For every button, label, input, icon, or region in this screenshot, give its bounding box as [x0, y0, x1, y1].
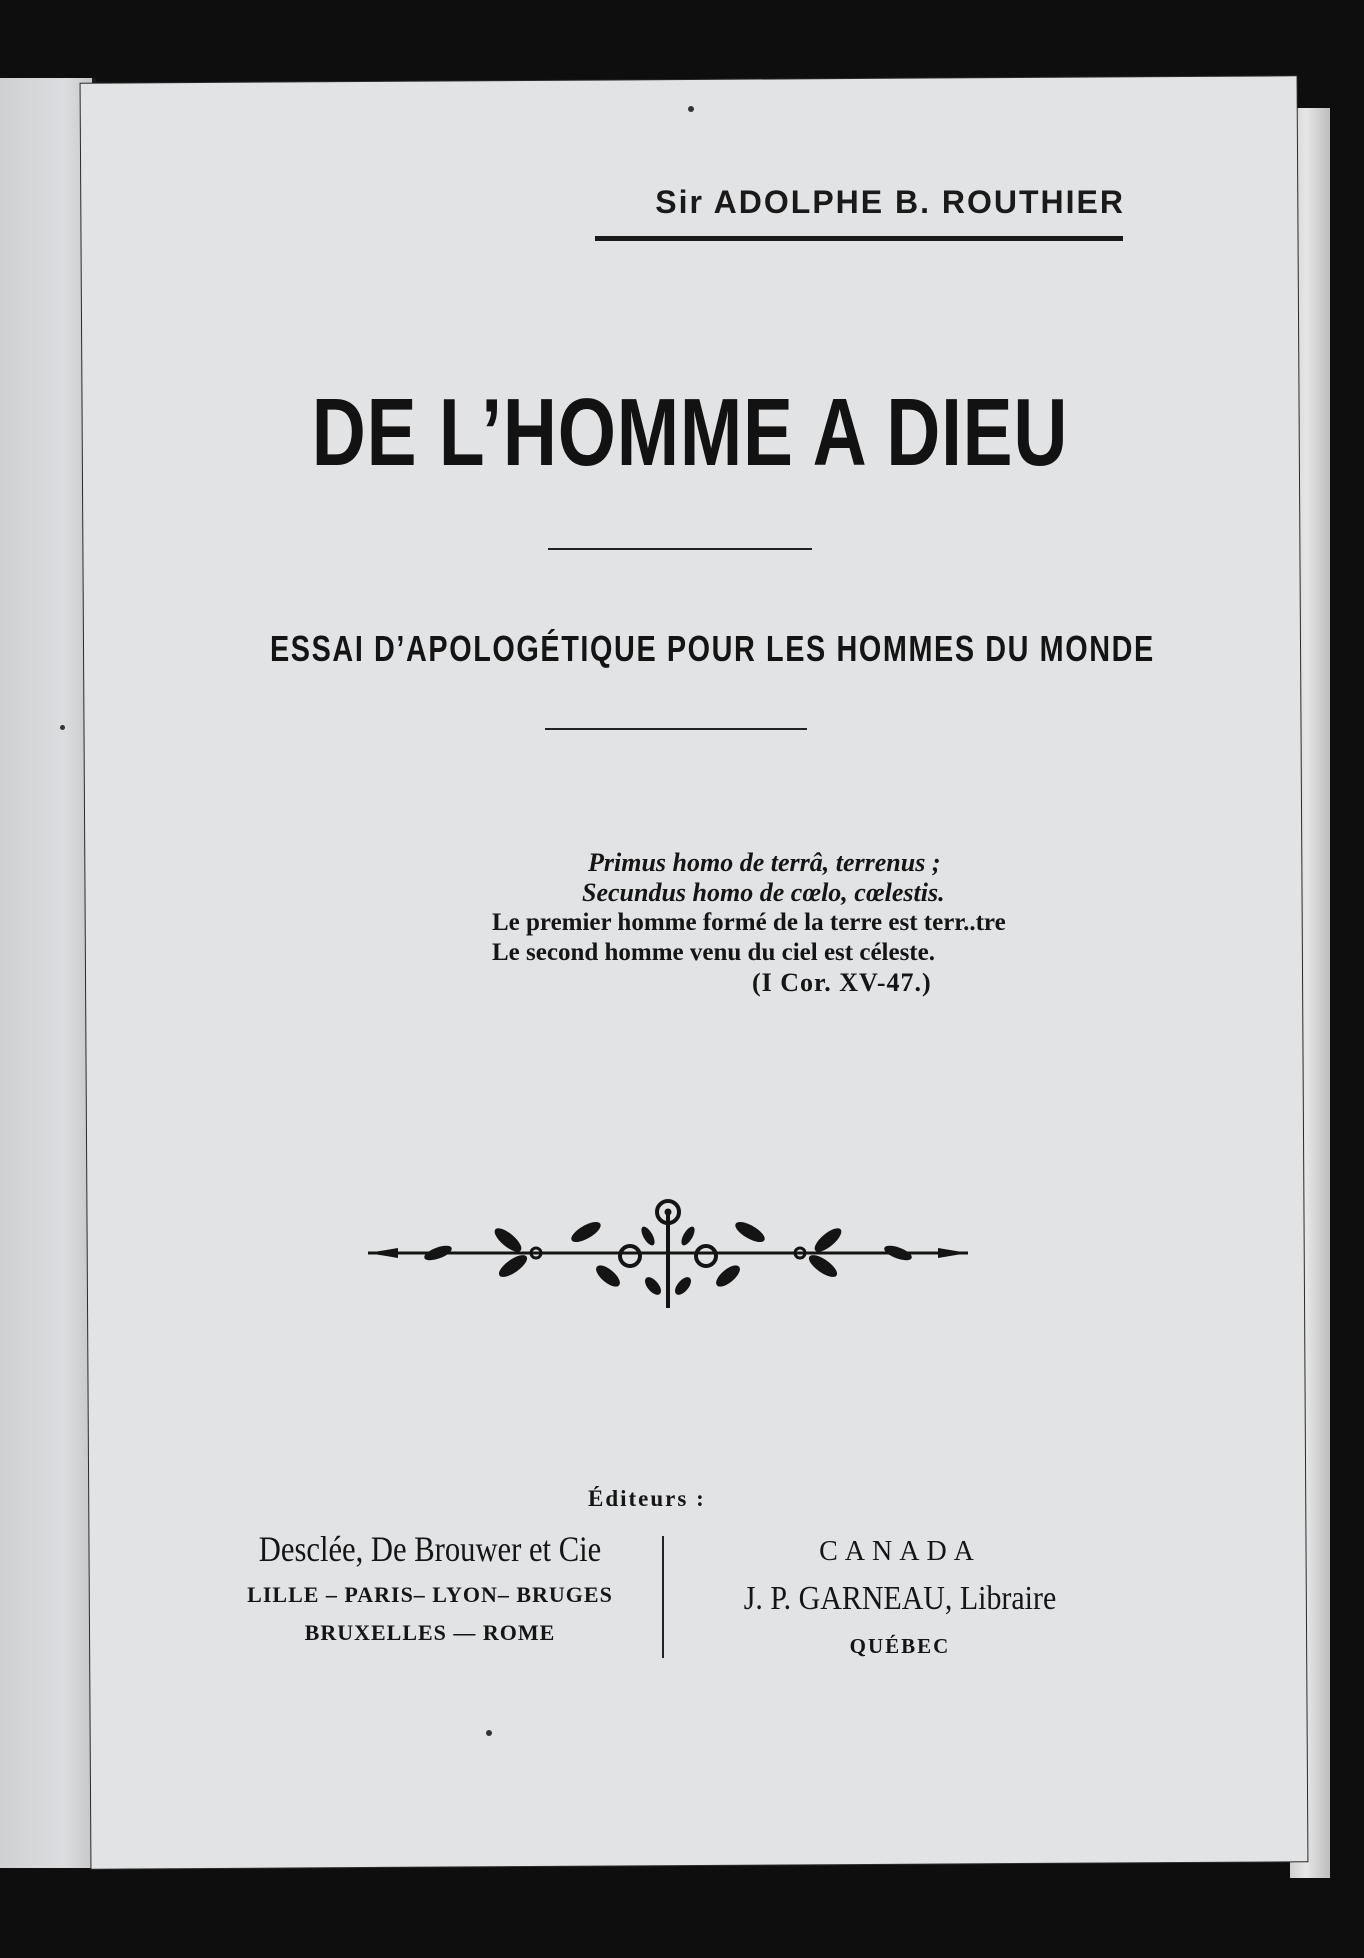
book-subtitle: ESSAI D’APOLOGÉTIQUE POUR LES HOMMES DU MONDE: [270, 628, 1155, 669]
publisher-left-cities-2: BRUXELLES — ROME: [304, 1620, 556, 1645]
paper-speck: [486, 1730, 492, 1736]
publisher-left-cities-1: LILLE – PARIS– LYON– BRUGES: [247, 1582, 613, 1607]
epigraph-french-line-2: Le second homme venu du ciel est céleste.: [492, 939, 935, 966]
book-title: DE L’HOMME A DIEU: [311, 379, 1069, 486]
publishers-heading: Éditeurs :: [588, 1486, 706, 1511]
epigraph-reference: (I Cor. XV-47.): [752, 968, 932, 997]
publisher-right-country: CANADA: [819, 1536, 981, 1567]
floral-ornament-icon: [368, 1196, 968, 1316]
publisher-right: [690, 1536, 1110, 1659]
epigraph-latin-line-2: Secundus homo de cœlo, cœlestis.: [582, 878, 945, 907]
publisher-right-city: QUÉBEC: [849, 1634, 951, 1658]
author-underline: [595, 236, 1123, 241]
title-rule: [548, 548, 812, 550]
author-name: Sir ADOLPHE B. ROUTHIER: [655, 184, 1125, 220]
publisher-divider: [662, 1536, 664, 1658]
facing-page-edge: [0, 78, 92, 1868]
paper-speck: [60, 725, 65, 730]
publisher-left: [210, 1528, 650, 1646]
publisher-left-name: Desclée, De Brouwer et Cie: [258, 1529, 602, 1569]
epigraph-latin-line-1: Primus homo de terrâ, terrenus ;: [588, 848, 941, 877]
epigraph-french-line-1: Le premier homme formé de la terre est terr..tre: [492, 909, 1006, 936]
publisher-right-name: J. P. GARNEAU, Libraire: [743, 1580, 1057, 1617]
subtitle-rule: [545, 728, 807, 730]
epigraph: [430, 848, 1130, 998]
paper-speck: [688, 106, 694, 112]
